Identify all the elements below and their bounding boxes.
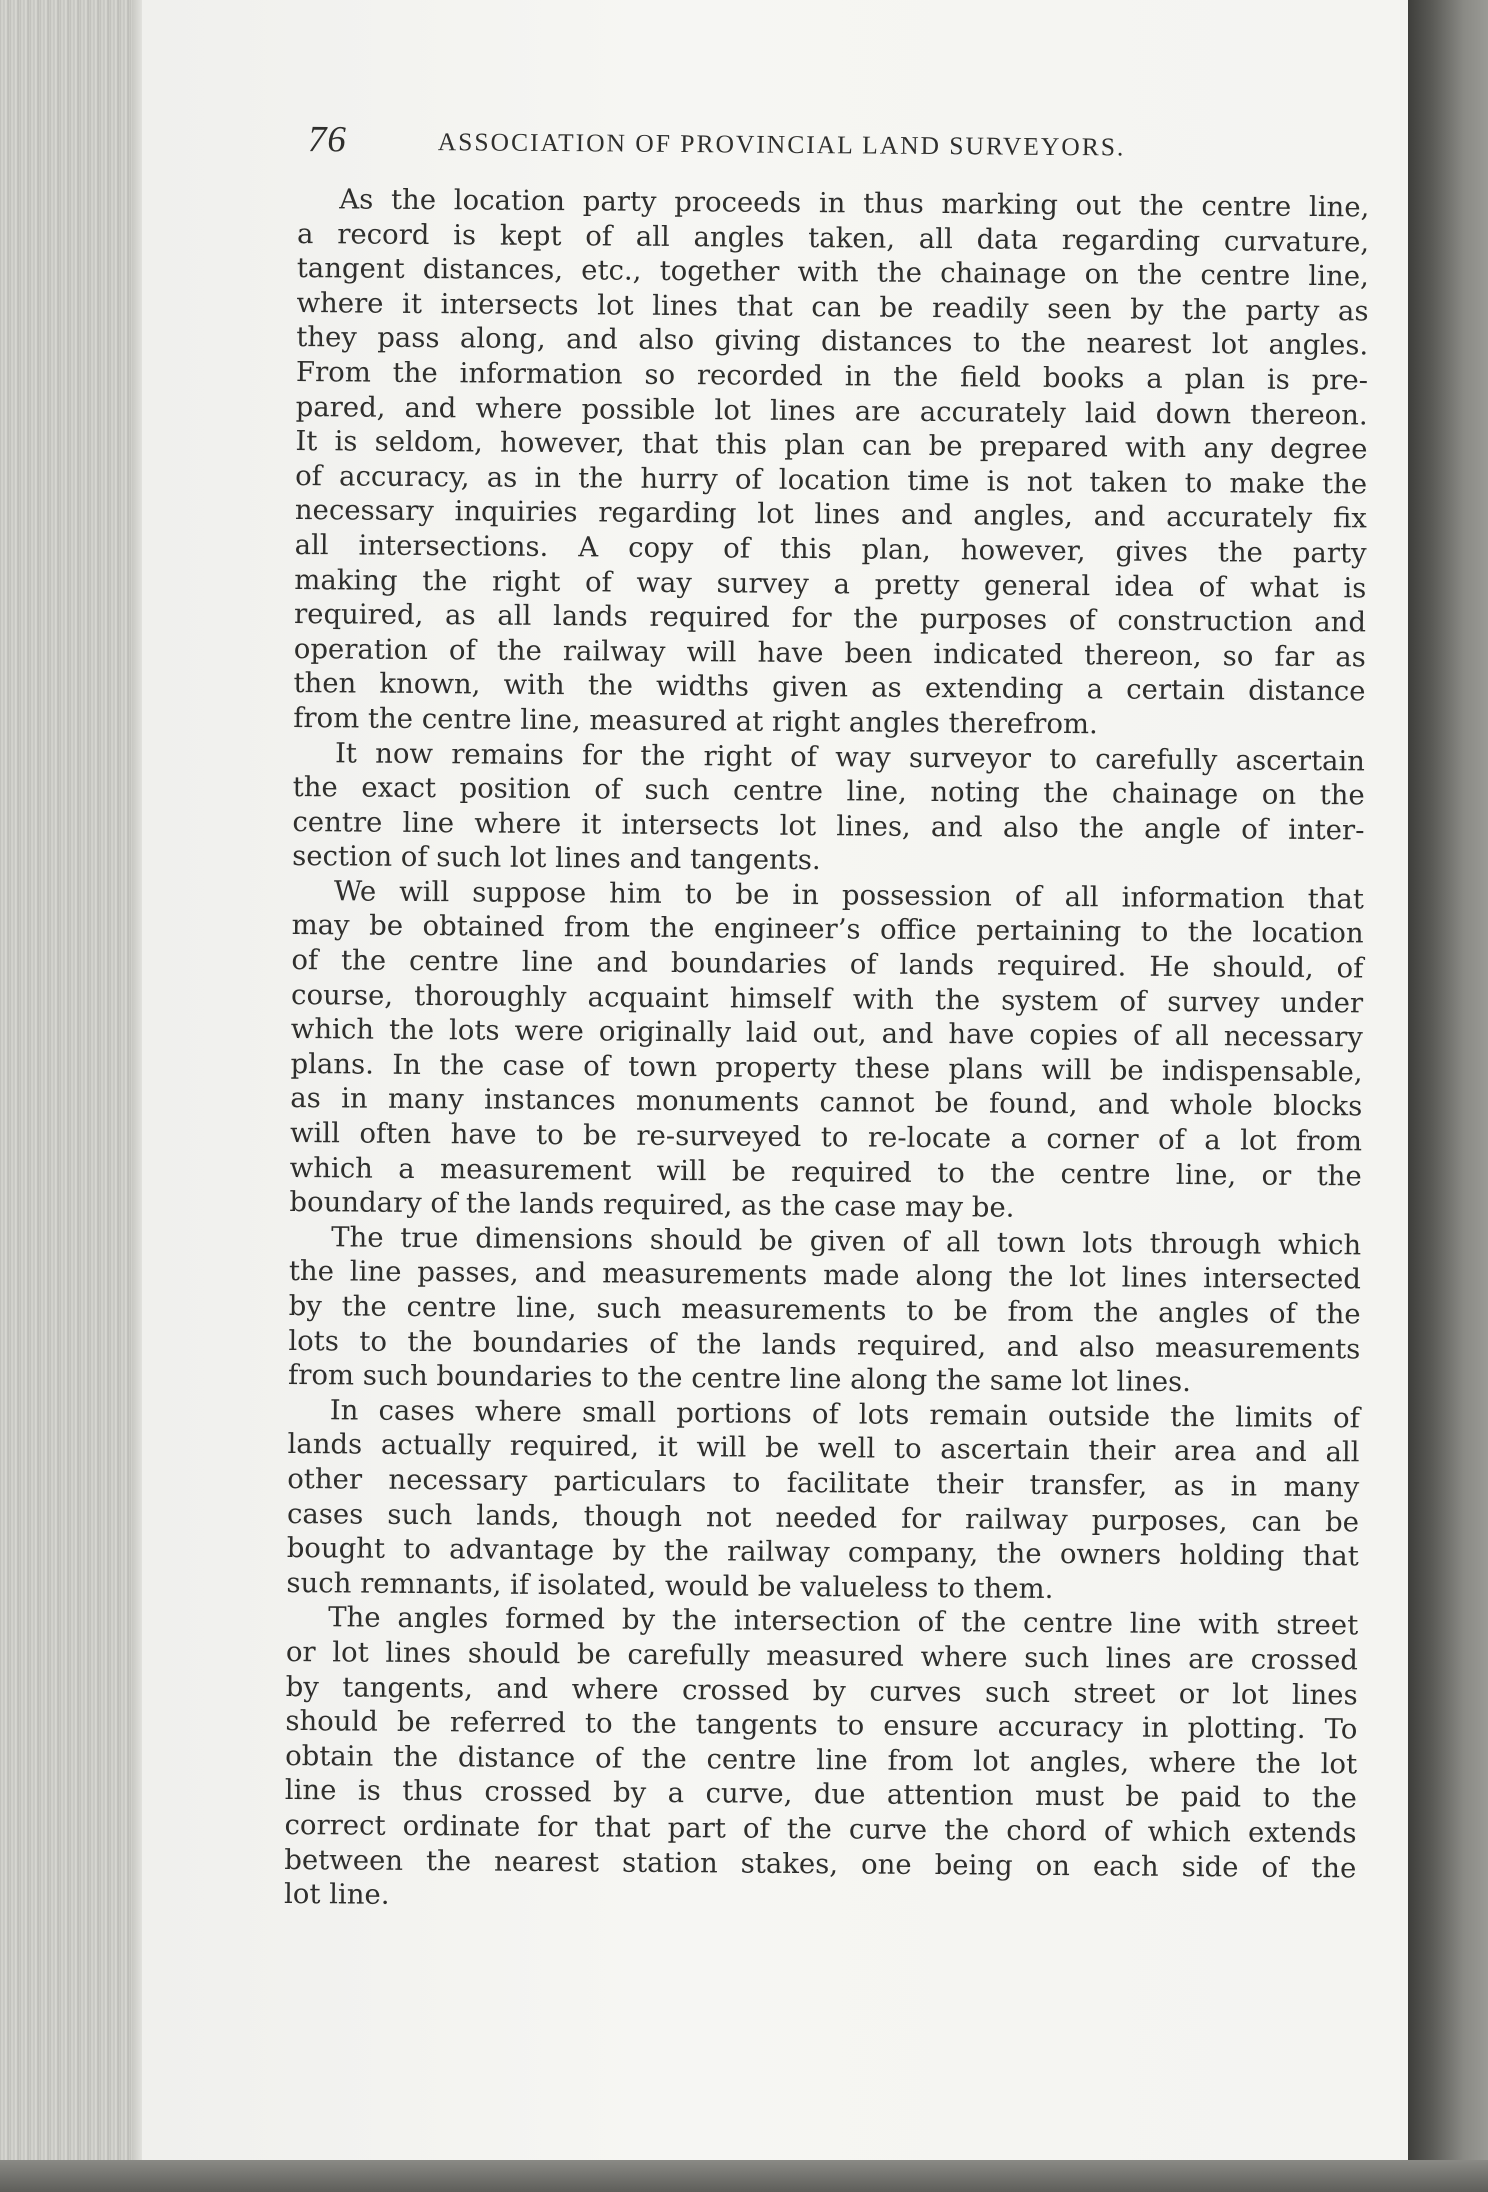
text-line: lands actually required, it will be well to ascertain their area and all bbox=[287, 1428, 1360, 1469]
text-line: as in many instances monuments cannot be found, and whole blocks bbox=[290, 1082, 1363, 1123]
right-edge-shadow bbox=[1408, 0, 1488, 2192]
text-line: which the lots were originally laid out, and have copies of all necessary bbox=[290, 1013, 1363, 1054]
text-line: such remnants, if isolated, would be valueless to them. bbox=[286, 1566, 1054, 1605]
text-line: As the location party proceeds in thus marking out the centre line, bbox=[339, 183, 1370, 224]
text-line: by the centre line, such measurements to be from the angles of the bbox=[288, 1289, 1361, 1331]
text-line: should be referred to the tangents to ensure accuracy in plotting. To bbox=[285, 1705, 1358, 1746]
text-line: required, as all lands required for the purposes of construction and bbox=[293, 598, 1367, 639]
text-line: line is thus crossed by a curve, due attention must be paid to the bbox=[284, 1774, 1357, 1815]
text-line: where it intersects lot lines that can be readily seen by the party as bbox=[296, 286, 1369, 328]
text-line: It now remains for the right of way surveyor to carefully ascertain bbox=[334, 736, 1366, 777]
text-line: from such boundaries to the centre line along the same lot lines. bbox=[288, 1359, 1192, 1399]
page-content bbox=[284, 118, 1370, 1920]
paragraph bbox=[292, 735, 1365, 882]
text-line: The angles formed by the intersection of the centre line with street bbox=[328, 1601, 1359, 1642]
text-line: which a measurement will be required to the centre line, or the bbox=[289, 1151, 1362, 1193]
text-line: then known, with the widths given as extending a certain distance bbox=[293, 667, 1366, 708]
running-title: ASSOCIATION OF PROVINCIAL LAND SURVEYORS. bbox=[437, 127, 1126, 162]
text-line: tangent distances, etc., together with the chainage on the centre line, bbox=[296, 252, 1369, 293]
text-line: The true dimensions should be given of all town lots through which bbox=[331, 1221, 1362, 1262]
text-line: section of such lot lines and tangents. bbox=[292, 840, 821, 877]
text-line: from the centre line, measured at right angles therefrom. bbox=[293, 701, 1098, 741]
text-line: the exact position of such centre line, noting the chainage on the bbox=[292, 771, 1365, 812]
page-number: 76 bbox=[307, 119, 347, 161]
text-line: plans. In the case of town property these plans will be indispensable, bbox=[290, 1047, 1363, 1089]
paragraph bbox=[293, 182, 1369, 744]
text-line: In cases where small portions of lots remain outside the limits of bbox=[329, 1394, 1360, 1435]
text-line: between the nearest station stakes, one being on each side of the bbox=[284, 1843, 1357, 1884]
text-line: a record is kept of all angles taken, all data regarding curvature, bbox=[296, 217, 1370, 259]
text-line: course, thoroughly acquaint himself with the system of survey under bbox=[290, 978, 1364, 1020]
text-line: all intersections. A copy of this plan, however, gives the party bbox=[294, 528, 1367, 570]
text-line: or lot lines should be carefully measured where such lines are crossed bbox=[285, 1635, 1359, 1677]
text-line: We will suppose him to be in possession of all information that bbox=[333, 875, 1365, 916]
text-line: the line passes, and measurements made along the lot lines intersected bbox=[288, 1255, 1362, 1296]
text-line: of accuracy, as in the hurry of location time is not taken to make the bbox=[295, 459, 1368, 501]
text-line: correct ordinate for that part of the curve the chord of which extends bbox=[284, 1808, 1357, 1850]
text-line: centre line where it intersects lot lines, and also the angle of inter- bbox=[292, 805, 1365, 847]
text-line: obtain the distance of the centre line from lot angles, where the lot bbox=[285, 1739, 1358, 1781]
page-edges bbox=[0, 0, 142, 2192]
text-line: may be obtained from the engineer’s office pertaining to the location bbox=[291, 909, 1364, 950]
paragraph bbox=[286, 1393, 1360, 1609]
text-line: necessary inquiries regarding lot lines and angles, and accurately fix bbox=[294, 494, 1368, 535]
running-head bbox=[298, 118, 1370, 176]
text-line: pared, and where possible lot lines are accurately laid down thereon. bbox=[295, 390, 1368, 431]
text-line: From the information so recorded in the field books a plan is pre- bbox=[295, 355, 1369, 397]
text-line: will often have to be re-surveyed to re-locate a corner of a lot from bbox=[289, 1117, 1363, 1158]
text-line: of the centre line and boundaries of lands required. He should, of bbox=[291, 944, 1364, 985]
text-line: by tangents, and where crossed by curves such street or lot lines bbox=[285, 1670, 1358, 1711]
paragraph bbox=[284, 1600, 1358, 1920]
text-line: operation of the railway will have been indicated thereon, so far as bbox=[293, 632, 1366, 674]
text-line: bought to advantage by the railway company, the owners holding that bbox=[286, 1532, 1359, 1573]
text-line: cases such lands, though not needed for railway purposes, can be bbox=[286, 1497, 1360, 1538]
body-text bbox=[284, 182, 1370, 1920]
paragraph bbox=[289, 874, 1364, 1228]
text-line: they pass along, and also giving distances to the nearest lot angles. bbox=[296, 321, 1369, 362]
text-line: lot line. bbox=[283, 1878, 390, 1911]
text-line: other necessary particulars to facilitate their transfer, as in many bbox=[287, 1462, 1360, 1504]
text-line: It is seldom, however, that this plan can be prepared with any degree bbox=[295, 425, 1368, 466]
text-line: boundary of the lands required, as the case may be. bbox=[289, 1186, 1015, 1224]
paragraph bbox=[288, 1220, 1361, 1401]
bottom-edge-shadow bbox=[0, 2160, 1488, 2192]
text-line: making the right of way survey a pretty general idea of what is bbox=[294, 563, 1367, 604]
text-line: lots to the boundaries of the lands required, and also measurements bbox=[288, 1324, 1361, 1365]
